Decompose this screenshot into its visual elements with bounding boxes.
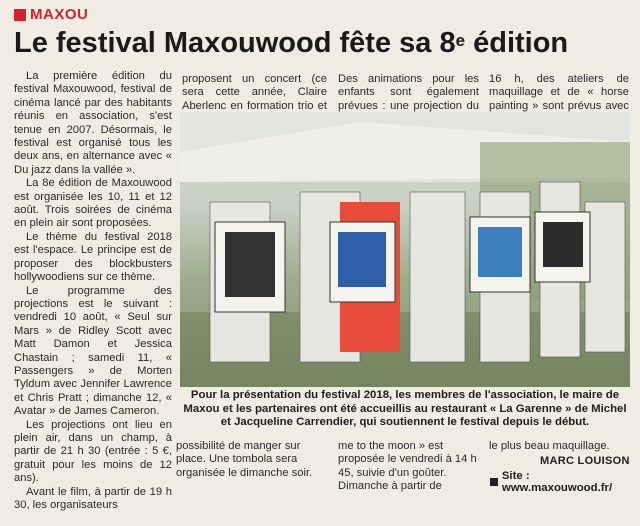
website-line: [490, 470, 640, 494]
headline: Le festival Maxouwood fête sa 8e édition: [14, 27, 569, 59]
article-column-2-bottom: possibilité de manger sur place. Une tombola sera organisée le dimanche soir.: [176, 440, 313, 479]
group-photo: [180, 112, 630, 387]
paragraph: Le programme des projections est le suivant : vendredi 10 août, « Seul sur Mars » de Ridley Scott avec Matt Damon et Jessica Chastain ; samedi 11, « Passengers » de Morten Tyldum avec Jennifer Lawrence et Chris Pratt ; dimanche 12, « Avatar » de James Cameron.: [14, 284, 172, 418]
section-label: MAXOU: [30, 6, 89, 23]
website-link[interactable]: Site : www.maxouwood.fr/: [501, 470, 613, 494]
article-column-4-top: 16 h, des ateliers de maquillage et de « horse painting » sont prévus avec: [489, 73, 629, 112]
paragraph: La 8e édition de Maxouwood est organisée les 10, 11 et 12 août. Trois soirées de cinéma en plein air sont proposées.: [14, 177, 172, 230]
photo-illustration: [180, 112, 630, 387]
paragraph: La première édition du festival Maxouwood, festival de cinéma lancé par des habitants réunis en association, s'est tenue en 2007. Désormais, le festival est organisé tous les deux ans, en alternance avec « Du jazz dans la vallée ».: [14, 70, 172, 176]
section-tag: [14, 6, 88, 23]
article-column-4-bottom: le plus beau maquillage.: [489, 440, 610, 452]
paragraph: Les projections ont lieu en plein air, dans un champ, à partir de 21 h 30 (entrée : 5 €, gratuit pour les moins de 12 ans).: [14, 418, 172, 485]
author-signature: MARC LOUISON: [540, 455, 630, 467]
article-column-3-top: Des animations pour les enfants sont également prévues : une projection du: [338, 73, 479, 112]
article-column-3-bottom: me to the moon » est proposée le vendredi à 14 h 45, suivie d'un goûter. Dimanche à partir de: [338, 440, 477, 493]
photo-caption: Pour la présentation du festival 2018, les membres de l'association, le maire de Maxou et les partenaires ont été accueillis au restaurant « La Garenne » de Michel et Jacqueline Carrendier, qui soutiennent le festival depuis le début.: [183, 389, 627, 429]
paragraph: Avant le film, à partir de 19 h 30, les organisateurs: [14, 485, 172, 511]
bullet-square-icon: [490, 478, 498, 486]
article-column-2-top: proposent un concert (ce sera cette année, Claire Aberlenc en formation trio et: [182, 73, 327, 112]
paragraph: Le thème du festival 2018 est l'espace. Le principe est de proposer des blockbusters hollywoodiens sur ce thème.: [14, 230, 172, 284]
article-column-1: [14, 70, 172, 512]
section-square-icon: [14, 9, 26, 21]
